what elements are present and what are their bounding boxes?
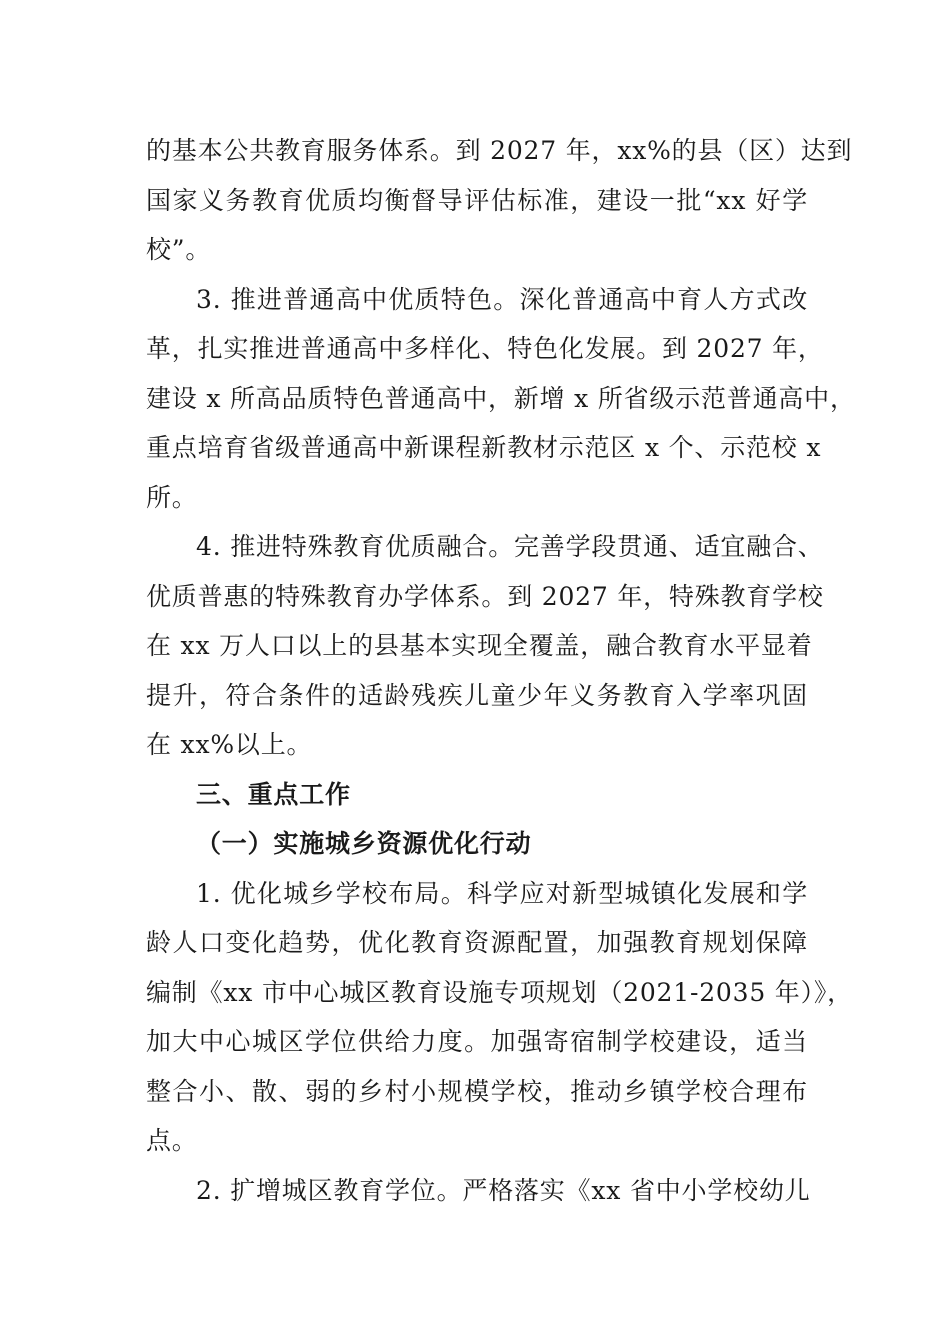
body-text-line: 重点培育省级普通高中新课程新教材示范区 x 个、示范校 x [146, 433, 822, 462]
body-text-line: 加大中心城区学位供给力度。加强寄宿制学校建设，适当 [146, 1027, 808, 1056]
body-text-line: 建设 x 所高品质特色普通高中，新增 x 所省级示范普通高中， [146, 383, 856, 413]
body-text-line: 革，扎实推进普通高中多样化、特色化发展。到 2027 年， [146, 334, 824, 363]
body-text-line: 龄人口变化趋势，优化教育资源配置，加强教育规划保障 [146, 928, 808, 957]
subsection-heading: （一）实施城乡资源优化行动 [196, 829, 532, 858]
paragraph-start-line: 4. 推进特殊教育优质融合。完善学段贯通、适宜融合、 [196, 532, 824, 561]
body-text-line: 国家义务教育优质均衡督导评估标准，建设一批“xx 好学 [146, 185, 808, 215]
body-text-line: 所。 [146, 482, 198, 512]
body-text-line: 编制《xx 市中心城区教育设施专项规划（2021-2035 年）》， [146, 977, 853, 1007]
body-text-line: 的基本公共教育服务体系。到 2027 年，xx%的县（区）达到 [146, 136, 853, 165]
paragraph-start-line: 1. 优化城乡学校布局。科学应对新型城镇化发展和学 [196, 878, 808, 908]
document-body [146, 133, 856, 1222]
body-text-line: 在 xx%以上。 [146, 730, 313, 759]
body-text-line: 优质普惠的特殊教育办学体系。到 2027 年，特殊教育学校 [146, 581, 824, 611]
body-text-line: 整合小、散、弱的乡村小规模学校，推动乡镇学校合理布 [146, 1076, 808, 1106]
paragraph-start-line: 3. 推进普通高中优质特色。深化普通高中育人方式改 [196, 284, 808, 314]
body-text-line: 在 xx 万人口以上的县基本实现全覆盖，融合教育水平显着 [146, 631, 813, 660]
paragraph-start-line: 2. 扩增城区教育学位。严格落实《xx 省中小学校幼儿 [196, 1175, 811, 1205]
section-heading: 三、重点工作 [196, 779, 351, 809]
body-text-line: 校”。 [146, 235, 212, 264]
body-text-line: 点。 [146, 1126, 198, 1155]
body-text-line: 提升，符合条件的适龄残疾儿童少年义务教育入学率巩固 [146, 680, 808, 710]
